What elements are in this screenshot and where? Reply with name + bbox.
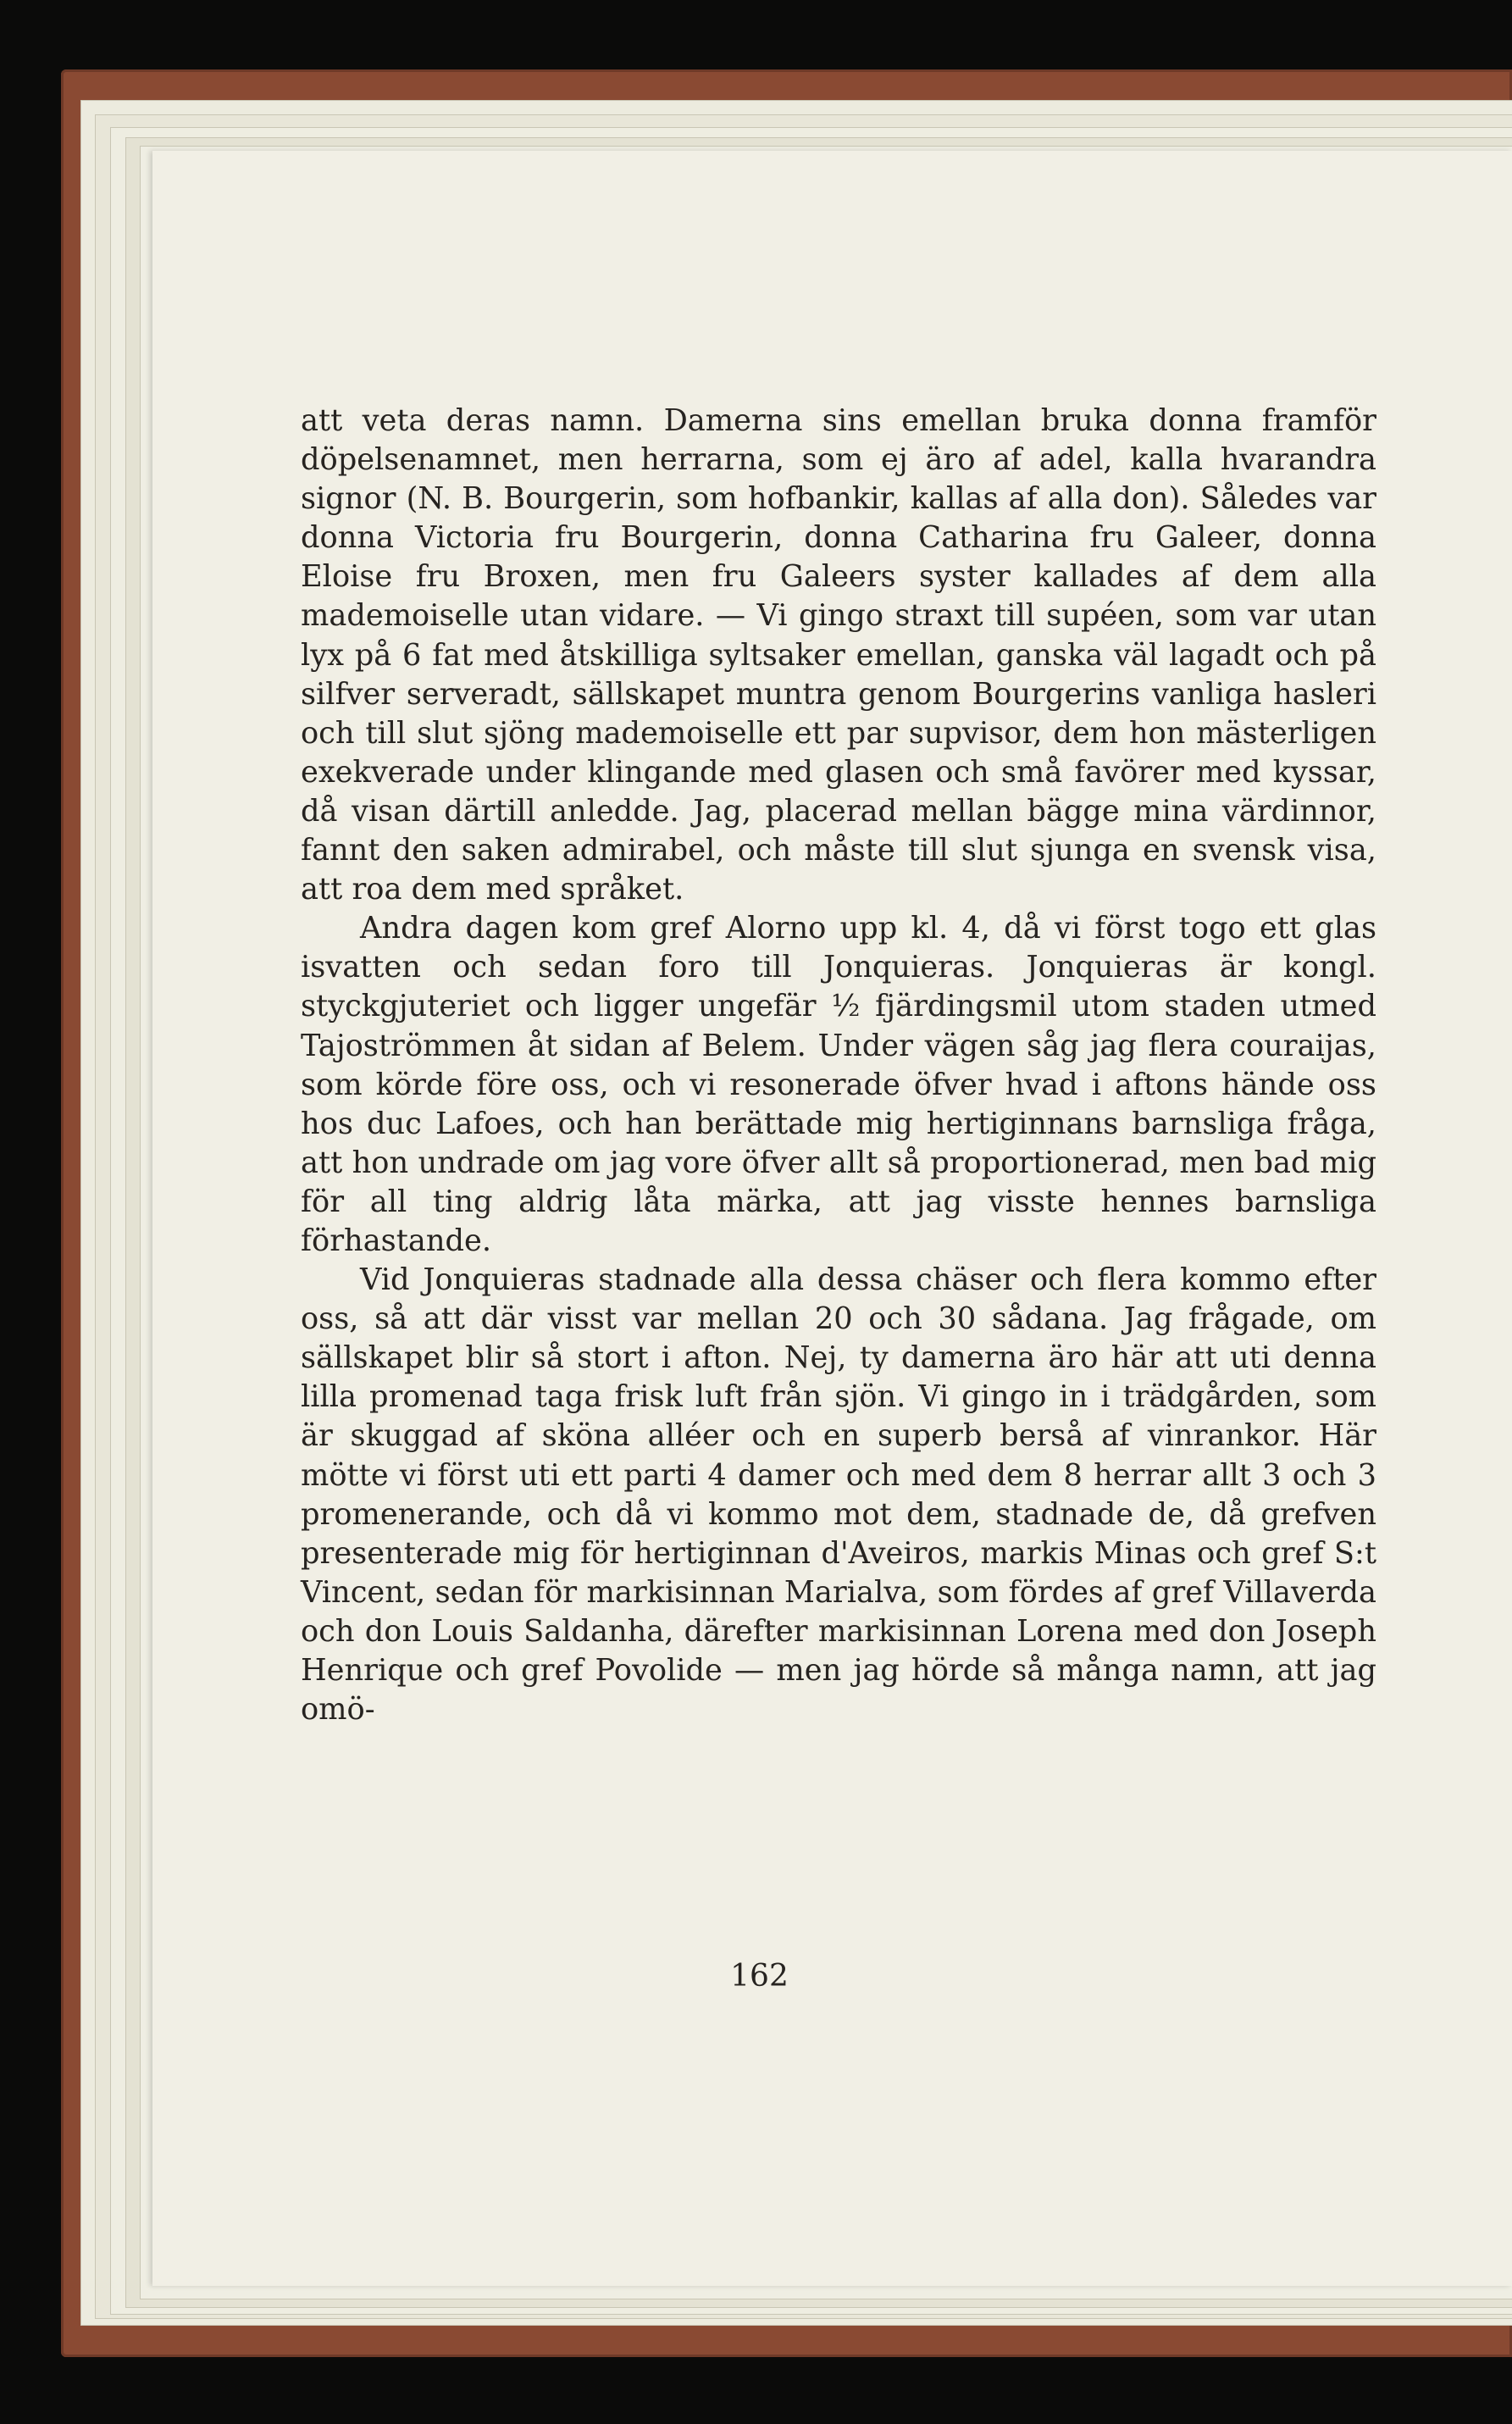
- paragraph: att veta deras namn. Damerna sins emellan bruka donna framför döpelsenamnet, men herrarna, som ej äro af adel, kalla hvarandra signor (N. B. Bourgerin, som hofbankir, kallas af alla don). Således var donna Victoria fru Bourgerin, donna Catharina fru Galeer, donna Eloise fru Broxen, men fru Galeers syster kallades af dem alla mademoiselle utan vidare. — Vi gingo straxt till supéen, som var utan lyx på 6 fat med åtskilliga syltsaker emellan, ganska väl lagadt och på silfver serveradt, sällskapet muntra genom Bourgerins vanliga hasleri och till slut sjöng mademoiselle ett par supvisor, dem hon mästerligen exekverade under klingande med glasen och små favörer med kyssar, då visan därtill anledde. Jag, placerad mellan bägge mina värdinnor, fannt den saken admirabel, och måste till slut sjunga en svensk visa, att roa dem med språket.: [301, 403, 1376, 907]
- paragraph: Vid Jonquieras stadnade alla dessa chäser och flera kommo efter oss, så att där visst var mellan 20 och 30 sådana. Jag frågade, om sällskapet blir så stort i afton. Nej, ty damerna äro här att uti denna lilla promenad taga frisk luft från sjön. Vi gingo in i trädgården, som är skuggad af sköna alléer och en superb berså af vinrankor. Här mötte vi först uti ett parti 4 damer och med dem 8 herrar allt 3 och 3 promenerande, och då vi kommo mot dem, stadnade de, då grefven presenterade mig för hertiginnan d'Aveiros, markis Minas och gref S:t Vincent, sedan för markisinnan Marialva, som fördes af gref Villaverda och don Louis Saldanha, därefter markisinnan Lorena med don Joseph Henrique och gref Povolide — men jag hörde så många namn, att jag omö-: [301, 1262, 1376, 1728]
- paragraph: Andra dagen kom gref Alorno upp kl. 4, då vi först togo ett glas isvatten och sedan foro till Jonquieras. Jonquieras är kongl. styckgjuteriet och ligger ungefär ½ fjärdingsmil utom staden utmed Tajoströmmen åt sidan af Belem. Under vägen såg jag flera couraijas, som körde före oss, och vi resonerade öfver hvad i aftons hände oss hos duc Lafoes, och han berättade mig hertiginnans barnsliga fråga, att hon undrade om jag vore öfver allt så proportionerad, men bad mig för all ting aldrig låta märka, att jag visste hennes barnsliga förhastande.: [301, 911, 1376, 1258]
- body-text: [301, 402, 1376, 1729]
- page-number: 162: [730, 1959, 789, 1994]
